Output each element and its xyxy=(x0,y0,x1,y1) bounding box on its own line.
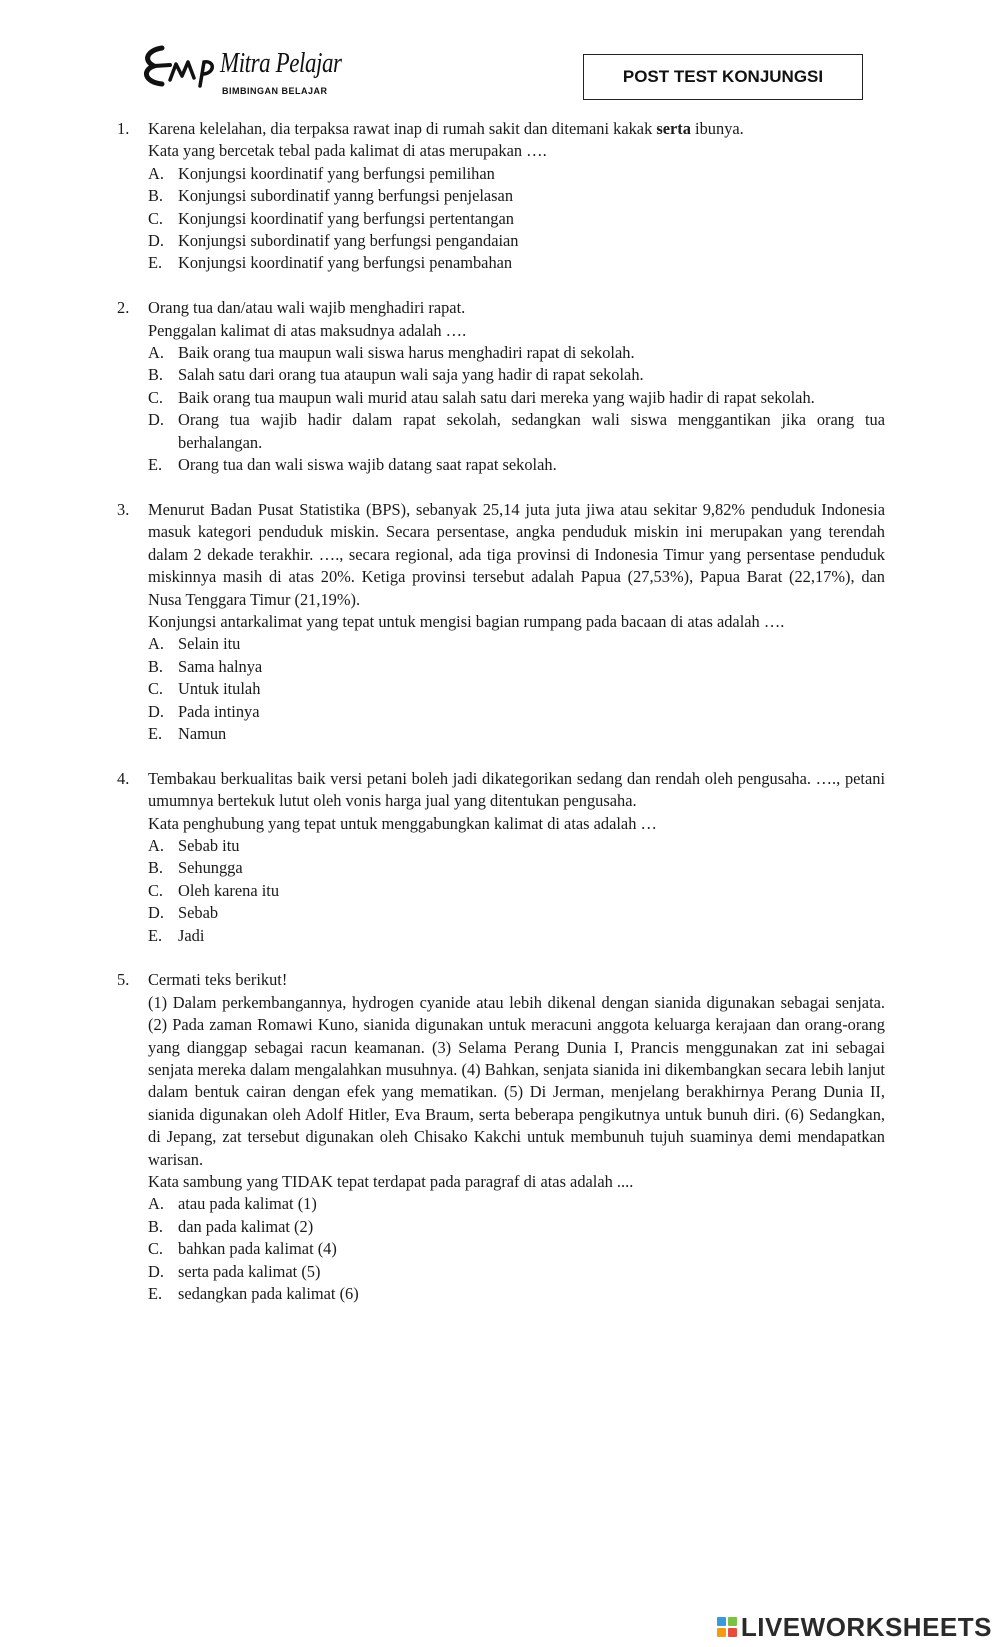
option-e[interactable] xyxy=(148,723,885,745)
test-title: POST TEST KONJUNGSI xyxy=(583,54,863,100)
question-number: 5. xyxy=(117,970,130,990)
option-text: atau pada kalimat (1) xyxy=(178,1194,317,1214)
option-a[interactable] xyxy=(148,633,885,655)
emp-logo-mark-icon xyxy=(140,42,220,92)
option-letter: B. xyxy=(148,858,164,878)
option-c[interactable] xyxy=(148,208,885,230)
option-text: Baik orang tua maupun wali siswa harus menghadiri rapat di sekolah. xyxy=(178,343,635,363)
question-list xyxy=(117,118,885,1328)
question-intro: Cermati teks berikut! xyxy=(148,970,288,990)
question-stem: Orang tua dan/atau wali wajib menghadiri rapat. xyxy=(148,298,466,318)
options-list xyxy=(148,163,885,275)
option-letter: C. xyxy=(148,1239,164,1259)
option-letter: A. xyxy=(148,343,164,363)
option-text: Orang tua wajib hadir dalam rapat sekolah, sedangkan wali siswa menggantikan jika orang tua berhalangan. xyxy=(178,410,885,452)
option-letter: A. xyxy=(148,835,164,855)
option-text: Pada intinya xyxy=(178,701,260,721)
option-letter: E. xyxy=(148,1284,163,1304)
question-number: 3. xyxy=(117,499,130,519)
option-c[interactable] xyxy=(148,880,885,902)
option-text: Konjungsi koordinatif yang berfungsi penambahan xyxy=(178,253,513,273)
option-text: Konjungsi subordinatif yang berfungsi pengandaian xyxy=(178,231,519,251)
option-letter: E. xyxy=(148,455,163,475)
option-letter: C. xyxy=(148,679,164,699)
option-text: Sebab xyxy=(178,903,219,923)
option-letter: D. xyxy=(148,903,164,923)
option-letter: E. xyxy=(148,253,163,273)
logo-subtitle: BIMBINGAN BELAJAR xyxy=(222,86,328,96)
option-text: Konjungsi subordinatif yanng berfungsi penjelasan xyxy=(178,186,514,206)
question-prompt: Kata penghubung yang tepat untuk menggabungkan kalimat di atas adalah … xyxy=(148,813,657,833)
option-letter: A. xyxy=(148,1194,164,1214)
option-c[interactable] xyxy=(148,387,885,409)
option-text: Orang tua dan wali siswa wajib datang saat rapat sekolah. xyxy=(178,455,557,475)
option-letter: B. xyxy=(148,186,164,206)
option-d[interactable] xyxy=(148,1261,885,1283)
option-letter: B. xyxy=(148,365,164,385)
option-e[interactable] xyxy=(148,925,885,947)
option-text: Selain itu xyxy=(178,634,241,654)
liveworksheets-brand[interactable] xyxy=(717,1611,992,1643)
option-text: Baik orang tua maupun wali murid atau salah satu dari mereka yang wajib hadir di rapat sekolah. xyxy=(178,387,815,407)
option-text: Salah satu dari orang tua ataupun wali saja yang hadir di rapat sekolah. xyxy=(178,365,644,385)
question-2 xyxy=(117,297,885,476)
question-prompt: Penggalan kalimat di atas maksudnya adalah …. xyxy=(148,320,467,340)
option-d[interactable] xyxy=(148,230,885,252)
brand-block xyxy=(728,1617,737,1626)
question-prompt: Kata yang bercetak tebal pada kalimat di atas merupakan …. xyxy=(148,141,547,161)
option-letter: D. xyxy=(148,701,164,721)
option-letter: A. xyxy=(148,634,164,654)
option-letter: E. xyxy=(148,723,163,743)
option-text: Sebab itu xyxy=(178,835,240,855)
question-3 xyxy=(117,499,885,745)
question-5 xyxy=(117,969,885,1305)
option-e[interactable] xyxy=(148,1283,885,1305)
option-letter: B. xyxy=(148,1216,164,1236)
brand-text: LIVEWORKSHEETS xyxy=(740,1611,992,1642)
option-text: Konjungsi koordinatif yang berfungsi pemilihan xyxy=(178,163,495,183)
option-b[interactable] xyxy=(148,1216,885,1238)
option-letter: D. xyxy=(148,1261,164,1281)
option-b[interactable] xyxy=(148,364,885,386)
option-d[interactable] xyxy=(148,701,885,723)
option-a[interactable] xyxy=(148,342,885,364)
option-text: Namun xyxy=(178,723,227,743)
option-letter: C. xyxy=(148,208,164,228)
option-text: Sehungga xyxy=(178,858,243,878)
options-list xyxy=(148,342,885,476)
option-text: Untuk itulah xyxy=(178,679,261,699)
option-a[interactable] xyxy=(148,835,885,857)
question-prompt: Kata sambung yang TIDAK tepat terdapat pada paragraf di atas adalah .... xyxy=(148,1172,634,1192)
option-text: sedangkan pada kalimat (6) xyxy=(178,1284,359,1304)
question-number: 4. xyxy=(117,768,130,788)
option-c[interactable] xyxy=(148,678,885,700)
options-list xyxy=(148,633,885,745)
question-stem xyxy=(148,118,885,140)
question-stem: Tembakau berkualitas baik versi petani boleh jadi dikategorikan sedang dan rendah oleh pengusaha. …., petani umumnya bertekuk lutut oleh vonis harga jual yang ditentukan pengusaha. xyxy=(148,768,885,811)
mitra-pelajar-logo xyxy=(140,42,380,98)
option-letter: C. xyxy=(148,880,164,900)
question-stem: Menurut Badan Pusat Statistika (BPS), sebanyak 25,14 juta juta jiwa atau sekitar 9,82% penduduk Indonesia masuk kategori penduduk miskin. Secara persentase, angka penduduk miskin ini merupakan yang terendah dalam 2 dekade terakhir. …., secara regional, ada tiga provinsi di Indonesia Timur yang persentase penduduk miskinnya masih di atas 20%. Ketiga provinsi tersebut adalah Papua (27,53%), Papua Barat (22,17%), dan Nusa Tenggara Timur (21,19%). xyxy=(148,499,885,609)
brand-block xyxy=(728,1628,737,1637)
option-b[interactable] xyxy=(148,857,885,879)
option-text: Sama halnya xyxy=(178,656,263,676)
stem-text: Karena kelelahan, dia terpaksa rawat inap di rumah sakit dan ditemani kakak xyxy=(148,119,657,138)
question-4 xyxy=(117,768,885,947)
option-text: Jadi xyxy=(178,925,205,945)
option-text: serta pada kalimat (5) xyxy=(178,1261,321,1281)
question-1 xyxy=(117,118,885,275)
options-list xyxy=(148,1193,885,1305)
option-b[interactable] xyxy=(148,185,885,207)
question-prompt: Konjungsi antarkalimat yang tepat untuk mengisi bagian rumpang pada bacaan di atas adalah …. xyxy=(148,611,785,631)
option-b[interactable] xyxy=(148,656,885,678)
stem-text: ibunya. xyxy=(690,119,744,138)
option-letter: D. xyxy=(148,231,164,251)
logo-title: Mitra Pelajar xyxy=(220,48,342,79)
option-letter: E. xyxy=(148,925,163,945)
option-letter: D. xyxy=(148,410,164,430)
option-d[interactable] xyxy=(148,902,885,924)
option-letter: B. xyxy=(148,656,164,676)
option-letter: A. xyxy=(148,163,164,183)
option-c[interactable] xyxy=(148,1238,885,1260)
option-d[interactable] xyxy=(148,409,885,454)
option-letter: C. xyxy=(148,387,164,407)
bold-word: serta xyxy=(656,119,691,138)
brand-block xyxy=(717,1628,726,1637)
option-a[interactable] xyxy=(148,1193,885,1215)
question-number: 2. xyxy=(117,298,130,318)
question-number: 1. xyxy=(117,119,130,138)
option-text: dan pada kalimat (2) xyxy=(178,1216,314,1236)
option-e[interactable] xyxy=(148,454,885,476)
option-text: bahkan pada kalimat (4) xyxy=(178,1239,337,1259)
option-text: Oleh karena itu xyxy=(178,880,280,900)
question-stem: (1) Dalam perkembangannya, hydrogen cyanide atau lebih dikenal dengan sianida digunakan sebagai senjata. (2) Pada zaman Romawi Kuno, sianida digunakan untuk meracuni anggota keluarga kerajaan dan orang-orang yang dianggap sebagai racun keamanan. (3) Selama Perang Dunia I, Prancis menggunakan zat ini sebagai senjata mereka dalam mengalahkan musuhnya. (4) Bahkan, senjata sianida ini dikembangkan secara lebih lanjut dalam bentuk cairan dengan efek yang mematikan. (5) Di Jerman, menjelang berakhirnya Perang Dunia II, sianida digunakan oleh Adolf Hitler, Eva Braum, serta beberapa pengikutnya untuk bunuh diri. (6) Sedangkan, di Jepang, zat tersebut digunakan oleh Chisako Kakchi untuk membunuh tujuh suaminya demi mendapatkan warisan. xyxy=(148,992,885,1169)
option-a[interactable] xyxy=(148,163,885,185)
options-list xyxy=(148,835,885,947)
brand-block xyxy=(717,1617,726,1626)
option-text: Konjungsi koordinatif yang berfungsi pertentangan xyxy=(178,208,514,228)
option-e[interactable] xyxy=(148,252,885,274)
liveworksheets-logo-icon xyxy=(717,1617,737,1637)
